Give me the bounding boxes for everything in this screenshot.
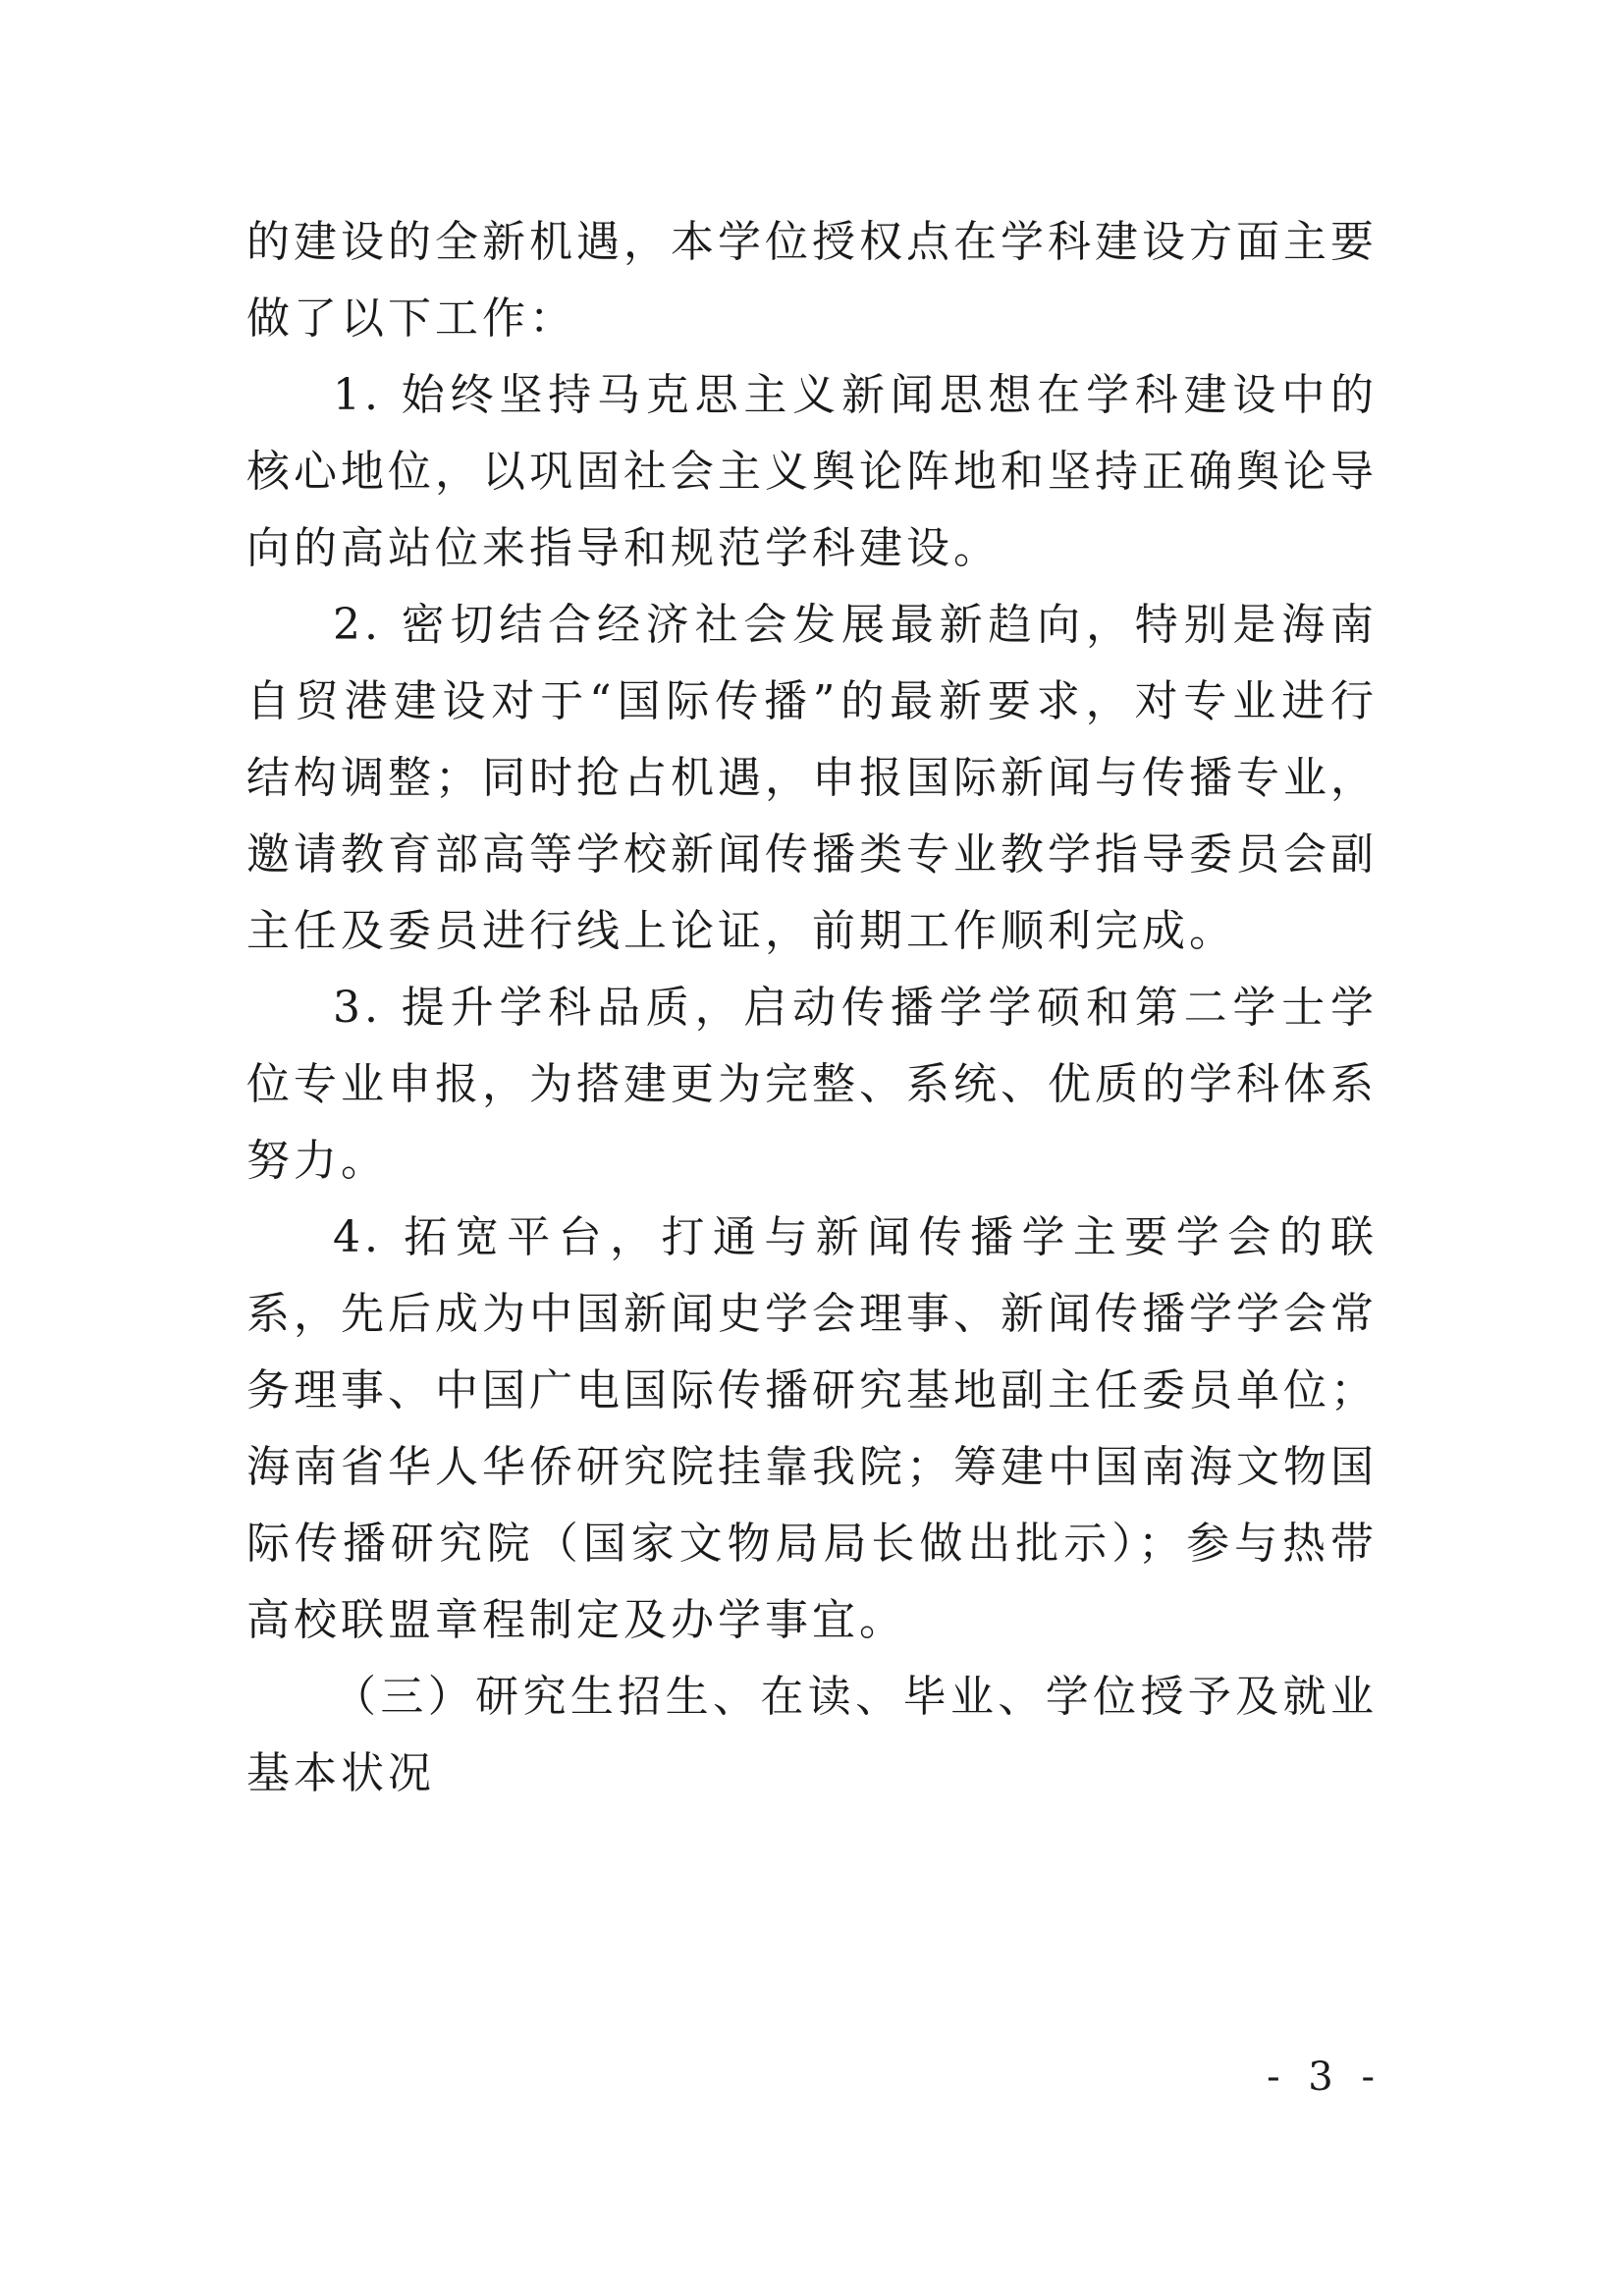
paragraph-item-3: 3. 提升学科品质，启动传播学学硕和第二学士学位专业申报，为搭建更为完整、系统、优质的学科体系努力。 <box>246 983 1378 1186</box>
paragraph-item-2: 2. 密切结合经济社会发展最新趋向，特别是海南自贸港建设对于“国际传播”的最新要求，对专业进行结构调整；同时抢占机遇，申报国际新闻与传播专业，邀请教育部高等学校新闻传播类专业教学指导委员会副主任及委员进行线上论证，前期工作顺利完成。 <box>246 600 1378 956</box>
paragraph-item-4: 4. 拓宽平台，打通与新闻传播学主要学会的联系，先后成为中国新闻史学会理事、新闻传播学学会常务理事、中国广电国际传播研究基地副主任委员单位；海南省华人华侨研究院挂靠我院；筹建中国南海文物国际传播研究院（国家文物局局长做出批示）；参与热带高校联盟章程制定及办学事宜。 <box>246 1212 1378 1645</box>
section-heading: （三）研究生招生、在读、毕业、学位授予及就业基本状况 <box>246 1672 1378 1798</box>
document-body <box>246 204 1378 1812</box>
paragraph-intro: 的建设的全新机遇，本学位授权点在学科建设方面主要做了以下工作： <box>246 217 1378 344</box>
page-number: - 3 - <box>1267 2055 1382 2100</box>
paragraph-item-1: 1. 始终坚持马克思主义新闻思想在学科建设中的核心地位，以巩固社会主义舆论阵地和坚持正确舆论导向的高站位来指导和规范学科建设。 <box>246 370 1378 573</box>
